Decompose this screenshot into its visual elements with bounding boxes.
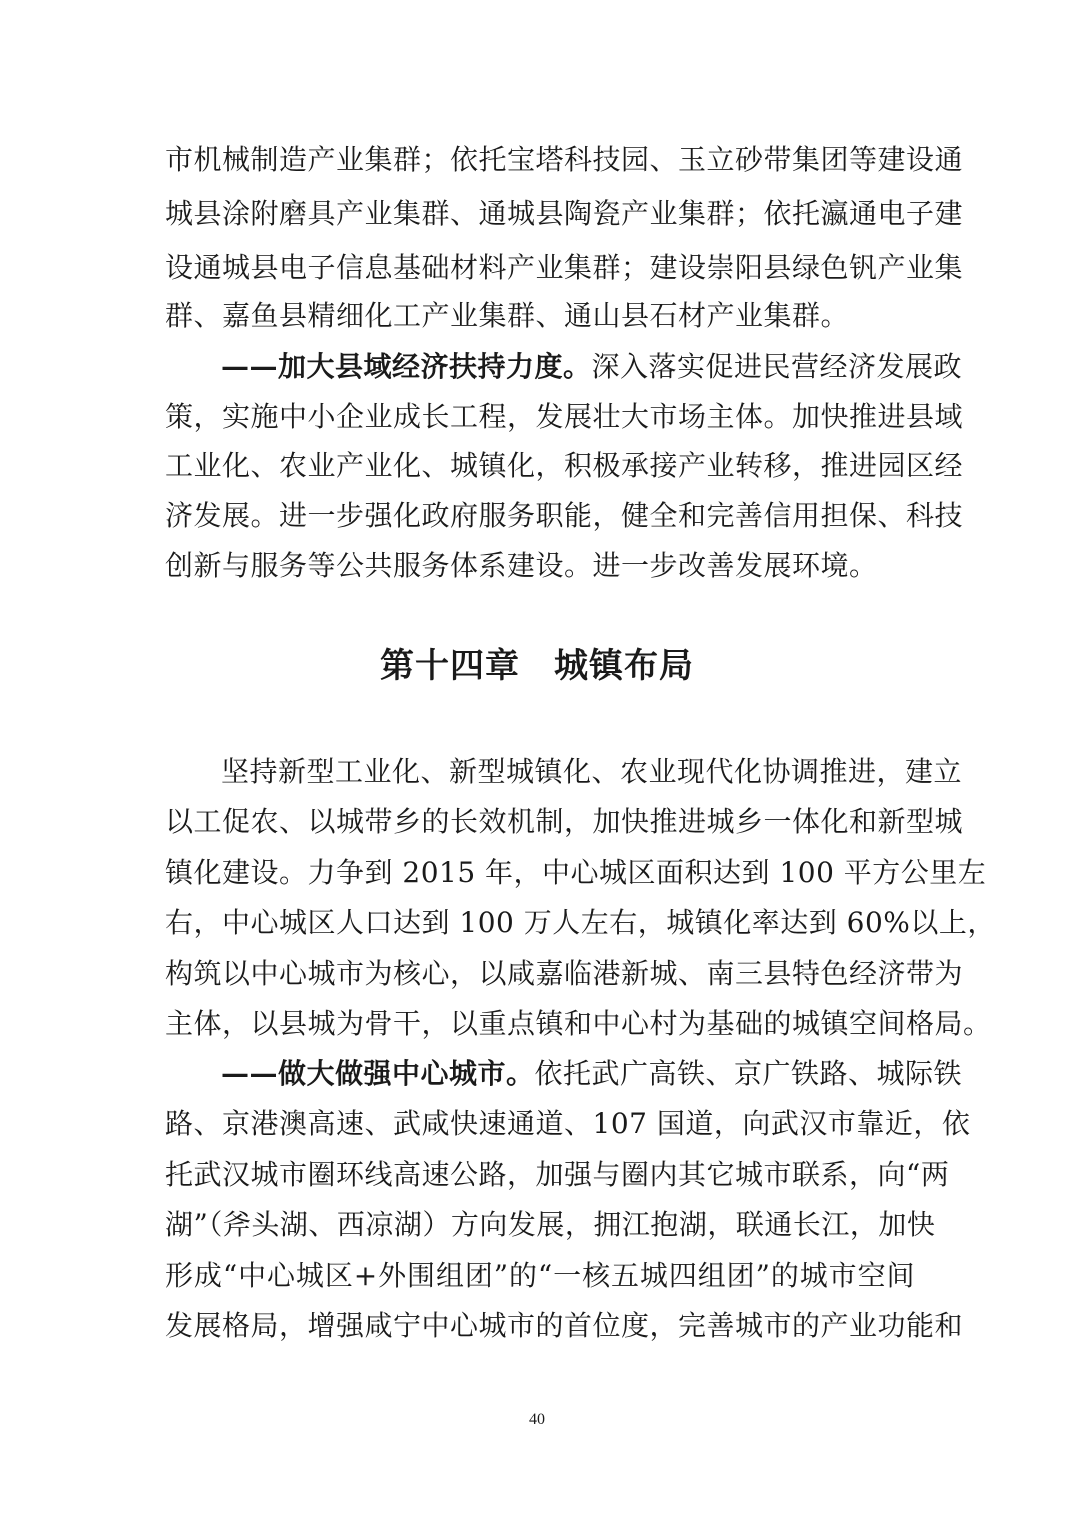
paragraph-2-line-5: 创新与服务等公共服务体系建设。进一步改善发展环境。 — [165, 549, 878, 582]
paragraph-3-line-6: 主体，以县城为骨干，以重点镇和中心村为基础的城镇空间格局。 — [165, 1007, 992, 1040]
paragraph-2-line-4: 济发展。进一步强化政府服务职能，健全和完善信用担保、科技 — [165, 499, 964, 532]
paragraph-1-line-4: 群、嘉鱼县精细化工产业集群、通山县石材产业集群。 — [165, 299, 850, 332]
paragraph-3-line-2: 以工促农、以城带乡的长效机制，加快推进城乡一体化和新型城 — [165, 805, 964, 838]
paragraph-4-line-4: 湖”（斧头湖、西凉湖）方向发展，拥江抱湖，联通长江，加快 — [165, 1208, 936, 1241]
paragraph-3-line-4: 右，中心城区人口达到 100 万人左右，城镇化率达到 60%以上， — [165, 906, 996, 939]
paragraph-2-heading: ——加大县域经济扶持力度。 — [221, 350, 592, 383]
chapter-title: 城镇布局 — [554, 646, 694, 686]
paragraph-4-line-2: 路、京港澳高速、武咸快速通道、107 国道，向武汉市靠近，依 — [165, 1107, 971, 1140]
paragraph-2-line-2: 策，实施中小企业成长工程，发展壮大市场主体。加快推进县域 — [165, 400, 964, 433]
paragraph-4-line-3: 托武汉城市圈环线高速公路，加强与圈内其它城市联系，向“两 — [165, 1158, 950, 1191]
paragraph-2-line-1 — [221, 347, 963, 387]
chapter-number: 第十四章 — [380, 646, 520, 686]
paragraph-4-line-6: 发展格局，增强咸宁中心城市的首位度，完善城市的产业功能和 — [165, 1309, 964, 1342]
paragraph-3-line-1: 坚持新型工业化、新型城镇化、农业现代化协调推进，建立 — [221, 755, 963, 788]
paragraph-2-first-line-rest: 深入落实促进民营经济发展政 — [591, 350, 963, 383]
chapter-heading — [0, 642, 1074, 690]
paragraph-4-heading: ——做大做强中心城市。 — [221, 1057, 535, 1090]
paragraph-4-first-line-rest: 依托武广高铁、京广铁路、城际铁 — [534, 1057, 963, 1090]
paragraph-2-line-3: 工业化、农业产业化、城镇化，积极承接产业转移，推进园区经 — [165, 449, 964, 482]
paragraph-3-line-5: 构筑以中心城市为核心，以咸嘉临港新城、南三县特色经济带为 — [165, 957, 964, 990]
paragraph-1-line-1: 市机械制造产业集群；依托宝塔科技园、玉立砂带集团等建设通 — [165, 143, 964, 176]
paragraph-4-line-1 — [221, 1054, 963, 1094]
paragraph-4-line-5: 形成“中心城区+外围组团”的“一核五城四组团”的城市空间 — [165, 1259, 915, 1292]
paragraph-1-line-3: 设通城县电子信息基础材料产业集群；建设崇阳县绿色钒产业集 — [165, 251, 964, 284]
paragraph-3-line-3: 镇化建设。力争到 2015 年，中心城区面积达到 100 平方公里左 — [165, 856, 987, 889]
page-number: 40 — [529, 1411, 545, 1428]
paragraph-1-line-2: 城县涂附磨具产业集群、通城县陶瓷产业集群；依托瀛通电子建 — [165, 197, 964, 230]
